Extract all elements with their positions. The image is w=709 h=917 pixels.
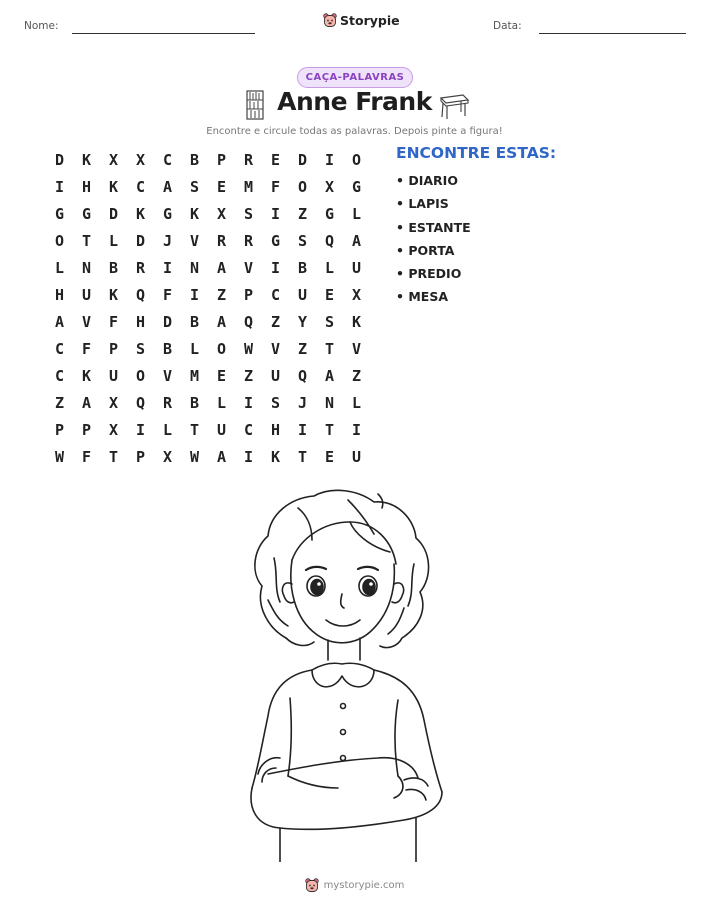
grid-letter[interactable]: L [189, 339, 200, 358]
grid-letter[interactable]: T [81, 231, 92, 250]
grid-letter[interactable]: D [54, 150, 65, 169]
grid-letter[interactable]: R [216, 231, 227, 250]
grid-letter[interactable]: A [216, 447, 227, 466]
name-label: Nome: [24, 20, 59, 32]
grid-letter[interactable]: H [54, 285, 65, 304]
grid-letter[interactable]: O [216, 339, 227, 358]
grid-letter[interactable]: A [216, 258, 227, 277]
grid-letter[interactable]: A [162, 177, 173, 196]
grid-letter[interactable]: U [216, 420, 227, 439]
grid-letter[interactable]: B [189, 150, 200, 169]
grid-letter[interactable]: I [243, 393, 254, 412]
word-list-title: ENCONTRE ESTAS: [396, 144, 557, 162]
grid-letter[interactable]: F [81, 447, 92, 466]
grid-letter[interactable]: M [243, 177, 254, 196]
grid-letter[interactable]: L [216, 393, 227, 412]
grid-letter[interactable]: K [81, 150, 92, 169]
grid-letter[interactable]: G [324, 204, 335, 223]
word-search-grid[interactable] [46, 146, 370, 470]
grid-letter[interactable]: U [270, 366, 281, 385]
grid-letter[interactable]: X [324, 177, 335, 196]
grid-letter[interactable]: B [189, 312, 200, 331]
footer [0, 878, 709, 893]
grid-letter[interactable]: C [243, 420, 254, 439]
bear-logo-icon [323, 13, 337, 28]
grid-letter[interactable]: A [324, 366, 335, 385]
grid-letter[interactable]: S [270, 393, 281, 412]
grid-letter[interactable]: R [243, 150, 254, 169]
grid-letter[interactable]: C [54, 366, 65, 385]
grid-letter[interactable]: I [297, 420, 308, 439]
word-list-item: • LAPIS [396, 196, 449, 212]
grid-letter[interactable]: V [243, 258, 254, 277]
grid-letter[interactable]: X [108, 393, 119, 412]
grid-letter[interactable]: P [135, 447, 146, 466]
grid-letter[interactable]: E [270, 150, 281, 169]
grid-letter[interactable]: P [54, 420, 65, 439]
date-line[interactable] [539, 33, 686, 34]
grid-letter[interactable]: X [135, 150, 146, 169]
grid-letter[interactable]: V [81, 312, 92, 331]
grid-letter[interactable]: C [162, 150, 173, 169]
grid-letter[interactable]: S [189, 177, 200, 196]
date-label: Data: [493, 20, 522, 32]
grid-letter[interactable]: D [135, 231, 146, 250]
grid-letter[interactable]: O [297, 177, 308, 196]
grid-letter[interactable]: N [189, 258, 200, 277]
grid-letter[interactable]: S [243, 204, 254, 223]
grid-letter[interactable]: I [243, 447, 254, 466]
grid-letter[interactable]: S [324, 312, 335, 331]
grid-letter[interactable]: I [189, 285, 200, 304]
grid-letter[interactable]: I [351, 420, 362, 439]
grid-letter[interactable]: C [135, 177, 146, 196]
grid-letter[interactable]: Z [270, 312, 281, 331]
grid-letter[interactable]: D [162, 312, 173, 331]
grid-letter[interactable]: H [81, 177, 92, 196]
grid-letter[interactable]: U [81, 285, 92, 304]
grid-letter[interactable]: A [81, 393, 92, 412]
bear-logo-icon [305, 878, 319, 893]
grid-letter[interactable]: X [108, 420, 119, 439]
grid-letter[interactable]: W [189, 447, 200, 466]
grid-letter[interactable]: P [216, 150, 227, 169]
grid-letter[interactable]: Z [243, 366, 254, 385]
grid-letter[interactable]: H [270, 420, 281, 439]
grid-letter[interactable]: L [351, 393, 362, 412]
grid-letter[interactable]: Q [135, 393, 146, 412]
grid-letter[interactable]: Z [297, 339, 308, 358]
grid-letter[interactable]: I [54, 177, 65, 196]
grid-letter[interactable]: O [351, 150, 362, 169]
grid-letter[interactable]: C [270, 285, 281, 304]
grid-letter[interactable]: R [243, 231, 254, 250]
grid-letter[interactable]: X [108, 150, 119, 169]
grid-letter[interactable]: W [243, 339, 254, 358]
grid-letter[interactable]: G [54, 204, 65, 223]
grid-letter[interactable]: L [108, 231, 119, 250]
grid-letter[interactable]: M [189, 366, 200, 385]
grid-letter[interactable]: A [351, 231, 362, 250]
footer-url: mystorypie.com [323, 880, 405, 891]
grid-letter[interactable]: T [324, 339, 335, 358]
grid-letter[interactable]: Z [54, 393, 65, 412]
grid-letter[interactable]: H [135, 312, 146, 331]
grid-letter[interactable]: K [135, 204, 146, 223]
grid-letter[interactable]: D [297, 150, 308, 169]
grid-letter[interactable]: L [351, 204, 362, 223]
name-line[interactable] [72, 33, 255, 34]
grid-letter[interactable]: E [216, 177, 227, 196]
brand [323, 13, 400, 28]
grid-letter[interactable]: G [162, 204, 173, 223]
grid-letter[interactable]: G [351, 177, 362, 196]
word-list-item: • PORTA [396, 242, 455, 258]
grid-letter[interactable]: U [108, 366, 119, 385]
grid-letter[interactable]: V [189, 231, 200, 250]
grid-letter[interactable]: P [81, 420, 92, 439]
grid-letter[interactable]: G [81, 204, 92, 223]
grid-letter[interactable]: T [324, 420, 335, 439]
grid-letter[interactable]: L [54, 258, 65, 277]
grid-letter[interactable]: E [216, 366, 227, 385]
grid-letter[interactable]: S [135, 339, 146, 358]
word-list-item: • DIARIO [396, 173, 458, 188]
grid-letter[interactable]: F [162, 285, 173, 304]
grid-letter[interactable]: N [81, 258, 92, 277]
grid-letter[interactable]: U [351, 258, 362, 277]
grid-letter[interactable]: X [351, 285, 362, 304]
anne-frank-coloring-illustration[interactable] [228, 488, 458, 862]
grid-letter[interactable]: Q [135, 285, 146, 304]
grid-letter[interactable]: K [351, 312, 362, 331]
grid-letter[interactable]: B [108, 258, 119, 277]
grid-letter[interactable]: K [108, 285, 119, 304]
grid-letter[interactable]: J [162, 231, 173, 250]
table-icon [438, 92, 470, 120]
grid-letter[interactable]: P [243, 285, 254, 304]
grid-letter[interactable]: I [270, 204, 281, 223]
grid-letter[interactable]: V [270, 339, 281, 358]
grid-letter[interactable]: Z [216, 285, 227, 304]
grid-letter[interactable]: Y [297, 312, 308, 331]
grid-letter[interactable]: C [54, 339, 65, 358]
grid-letter[interactable]: Q [324, 231, 335, 250]
grid-letter[interactable]: W [54, 447, 65, 466]
grid-letter[interactable]: S [297, 231, 308, 250]
grid-letter[interactable]: Q [297, 366, 308, 385]
grid-letter[interactable]: U [297, 285, 308, 304]
grid-letter[interactable]: K [189, 204, 200, 223]
grid-letter[interactable]: I [162, 258, 173, 277]
grid-letter[interactable]: R [162, 393, 173, 412]
grid-letter[interactable]: T [297, 447, 308, 466]
grid-letter[interactable]: X [216, 204, 227, 223]
grid-letter[interactable]: R [135, 258, 146, 277]
grid-letter[interactable]: L [324, 258, 335, 277]
grid-letter[interactable]: V [162, 366, 173, 385]
grid-letter[interactable]: L [162, 420, 173, 439]
grid-letter[interactable]: F [81, 339, 92, 358]
grid-letter[interactable]: P [108, 339, 119, 358]
grid-letter[interactable]: B [297, 258, 308, 277]
grid-letter[interactable]: A [54, 312, 65, 331]
grid-letter[interactable]: T [189, 420, 200, 439]
brand-name: Storypie [340, 13, 400, 28]
grid-letter[interactable]: U [351, 447, 362, 466]
page-title: Anne Frank [277, 87, 432, 116]
grid-letter[interactable]: K [81, 366, 92, 385]
grid-letter[interactable]: Z [297, 204, 308, 223]
grid-letter[interactable]: F [108, 312, 119, 331]
grid-letter[interactable]: E [324, 285, 335, 304]
grid-letter[interactable]: O [135, 366, 146, 385]
grid-letter[interactable]: A [216, 312, 227, 331]
grid-letter[interactable]: B [189, 393, 200, 412]
instructions: Encontre e circule todas as palavras. Depois pinte a figura! [206, 126, 503, 137]
category-badge: CAÇA-PALAVRAS [297, 67, 413, 88]
word-list-item: • PREDIO [396, 266, 462, 282]
grid-letter[interactable]: K [108, 177, 119, 196]
grid-letter[interactable]: V [351, 339, 362, 358]
grid-letter[interactable]: X [162, 447, 173, 466]
word-list [396, 171, 471, 311]
grid-letter[interactable]: D [108, 204, 119, 223]
word-list-item: • MESA [396, 289, 448, 305]
grid-letter[interactable]: G [270, 231, 281, 250]
grid-letter[interactable]: Z [351, 366, 362, 385]
grid-letter[interactable]: T [108, 447, 119, 466]
grid-letter[interactable]: J [297, 393, 308, 412]
grid-letter[interactable]: N [324, 393, 335, 412]
grid-letter[interactable]: O [54, 231, 65, 250]
grid-letter[interactable]: F [270, 177, 281, 196]
grid-letter[interactable]: E [324, 447, 335, 466]
grid-letter[interactable]: I [135, 420, 146, 439]
grid-letter[interactable]: K [270, 447, 281, 466]
grid-letter[interactable]: I [324, 150, 335, 169]
grid-letter[interactable]: I [270, 258, 281, 277]
grid-letter[interactable]: Q [243, 312, 254, 331]
grid-letter[interactable]: B [162, 339, 173, 358]
word-list-item: • ESTANTE [396, 219, 471, 235]
